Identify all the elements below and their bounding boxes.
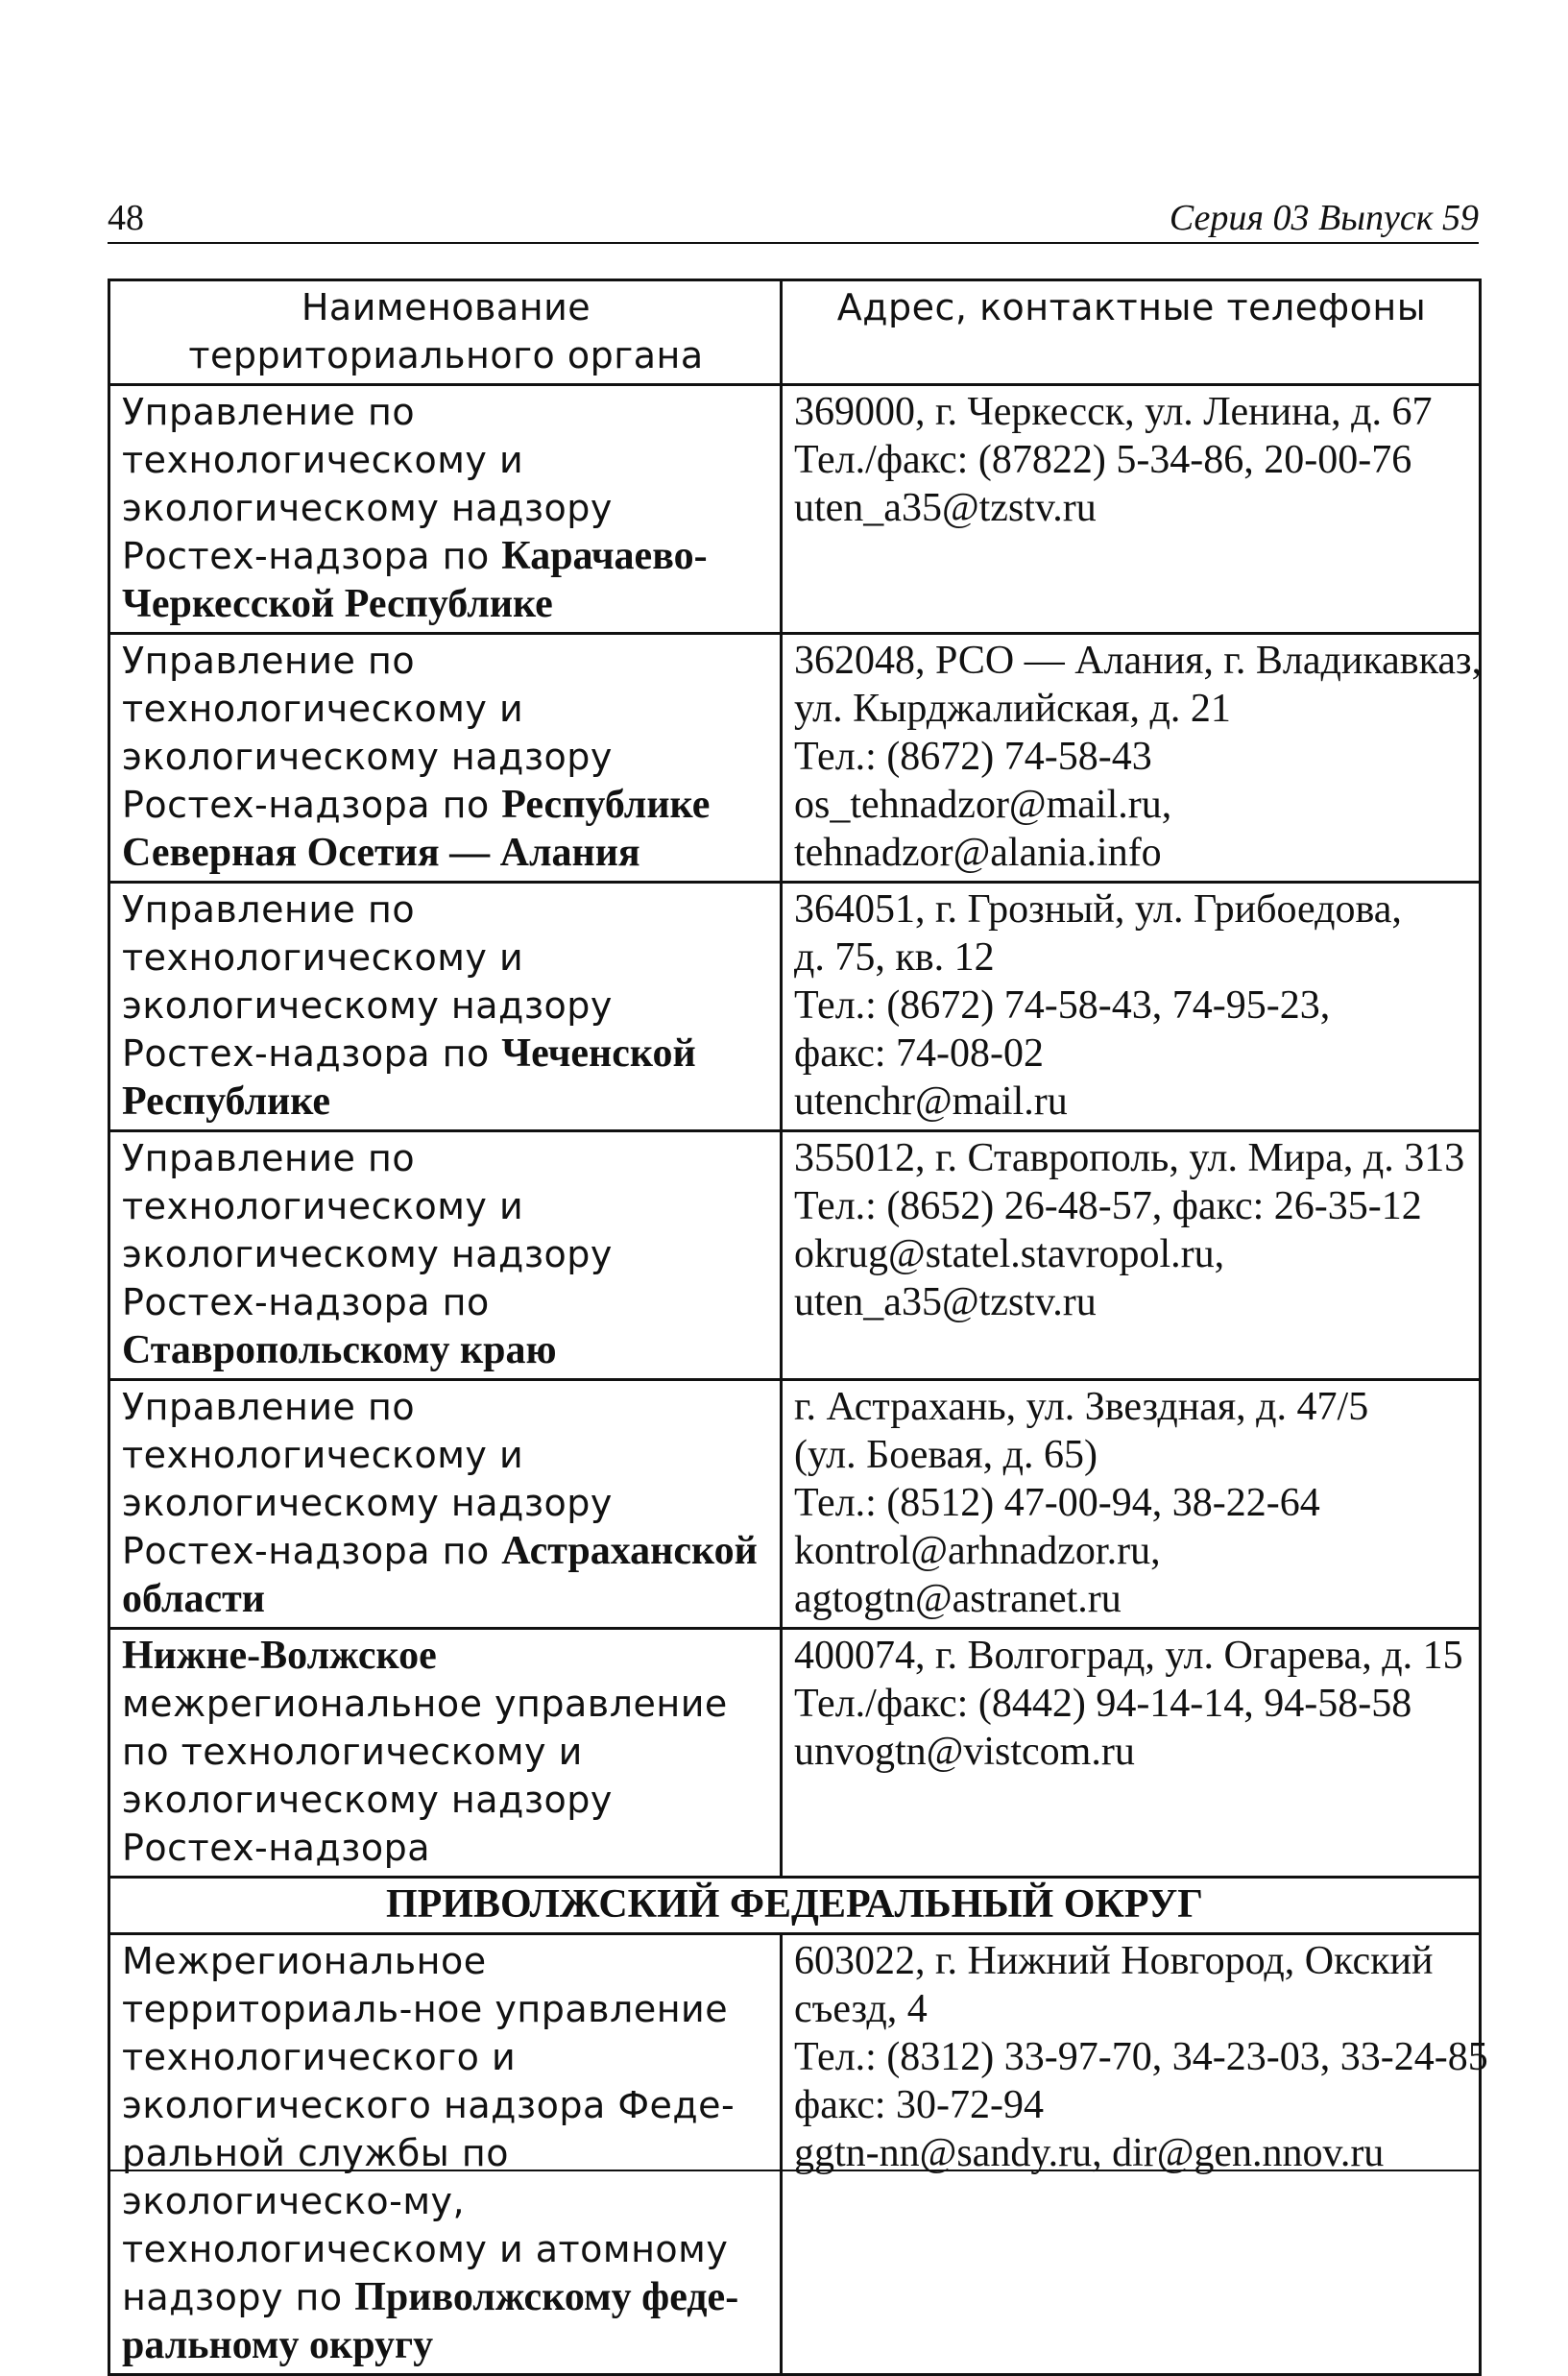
footer-rule	[108, 2170, 1479, 2171]
table-row	[109, 883, 1481, 1131]
organ-name-text: Управление по технологическому и экологическому надзору Ростех-надзора по	[122, 640, 613, 826]
address-line: 364051, г. Грозный, ул. Грибоедова,	[794, 887, 1402, 932]
district-heading-row	[109, 1878, 1481, 1934]
organ-name-text: Управление по технологическому и экологическому надзору Ростех-надзора по	[122, 1137, 613, 1323]
email-line: uten_a35@tzstv.ru	[794, 1280, 1097, 1324]
table-row	[109, 634, 1481, 883]
address-line: 369000, г. Черкесск, ул. Ленина, д. 67	[794, 390, 1433, 434]
phone-line: Тел.: (8672) 74-58-43, 74-95-23,	[794, 983, 1331, 1028]
address-line: д. 75, кв. 12	[794, 935, 995, 980]
organ-name-text: Управление по технологическому и экологическому надзору Ростех-надзора по	[122, 391, 613, 577]
fax-line: факс: 30-72-94	[794, 2083, 1044, 2127]
column-header-address	[782, 280, 1481, 385]
table-row	[109, 1131, 1481, 1380]
address-line: (ул. Боевая, д. 65)	[794, 1433, 1098, 1477]
address-cell	[782, 385, 1481, 634]
phone-line: Тел.: (8672) 74-58-43	[794, 735, 1152, 779]
column-header-name-text: Наименование территориального органа	[188, 286, 704, 376]
organ-region-bold: Карачаево-Черкесской Республике	[122, 534, 708, 626]
organ-name-text: Межрегиональное территориаль-ное управление технологического и экологического надзора Феде-ральной службы по экологическо-му, технологическому и атомному надзору по	[122, 1940, 736, 2318]
organ-name-text: Управление по технологическому и экологическому надзору Ростех-надзора по	[122, 888, 613, 1075]
email-line: okrug@statel.stavropol.ru,	[794, 1232, 1225, 1276]
table-row	[109, 1380, 1481, 1629]
address-line: 362048, РСО — Алания, г. Владикавказ,	[794, 639, 1483, 683]
organ-name-cell	[109, 1380, 782, 1629]
address-cell	[782, 634, 1481, 883]
address-line: 400074, г. Волгоград, ул. Огарева, д. 15	[794, 1634, 1463, 1678]
organ-region-bold: Республике Северная Осетия — Алания	[122, 783, 711, 875]
table-row	[109, 1629, 1481, 1878]
email-line: utenchr@mail.ru	[794, 1079, 1068, 1124]
organ-name-cell	[109, 1131, 782, 1380]
organ-name-text: межрегиональное управление по технологическому и экологическому надзору Ростех-надзора	[122, 1683, 728, 1869]
email-line: uten_a35@tzstv.ru	[794, 486, 1097, 530]
district-heading: ПРИВОЛЖСКИЙ ФЕДЕРАЛЬНЫЙ ОКРУГ	[109, 1878, 1481, 1934]
organ-region-bold: Ставропольскому краю	[122, 1328, 557, 1372]
address-line: съезд, 4	[794, 1987, 928, 2031]
address-line: 603022, г. Нижний Новгород, Окский	[794, 1939, 1434, 1983]
organ-name-cell	[109, 634, 782, 883]
column-header-address-text: Адрес, контактные телефоны	[836, 286, 1427, 328]
organ-name-bold-lead: Нижне-Волжское	[122, 1634, 437, 1678]
page-number: 48	[108, 198, 144, 238]
address-cell	[782, 1934, 1488, 2375]
contacts-table	[108, 279, 1488, 2376]
email-line: unvogtn@vistcom.ru	[794, 1730, 1135, 1774]
organ-name-text: Управление по технологическому и экологическому надзору Ростех-надзора по	[122, 1386, 613, 1572]
header-rule	[108, 242, 1479, 244]
phone-line: Тел.: (8652) 26-48-57, факс: 26-35-12	[794, 1184, 1422, 1228]
address-line: г. Астрахань, ул. Звездная, д. 47/5	[794, 1385, 1369, 1429]
address-cell	[782, 1380, 1481, 1629]
phone-line: Тел./факс: (87822) 5-34-86, 20-00-76	[794, 438, 1412, 482]
organ-name-cell	[109, 1629, 782, 1878]
table-header-row	[109, 280, 1481, 385]
phone-line: Тел./факс: (8442) 94-14-14, 94-58-58	[794, 1682, 1412, 1726]
address-cell	[782, 883, 1481, 1131]
organ-region-bold: Приволжскому феде-ральному округу	[122, 2275, 739, 2367]
phone-line: Тел.: (8512) 47-00-94, 38-22-64	[794, 1481, 1320, 1525]
table-row	[109, 385, 1481, 634]
organ-name-cell	[109, 883, 782, 1131]
series-label: Серия 03 Выпуск 59	[1169, 198, 1479, 238]
column-header-name	[109, 280, 782, 385]
address-cell	[782, 1131, 1481, 1380]
organ-name-cell	[109, 1934, 782, 2375]
email-line: kontrol@arhnadzor.ru,	[794, 1529, 1161, 1573]
organ-name-cell	[109, 385, 782, 634]
email-line: agtogtn@astranet.ru	[794, 1577, 1122, 1621]
address-line: 355012, г. Ставрополь, ул. Мира, д. 313	[794, 1136, 1465, 1180]
table-row	[109, 1934, 1481, 2375]
address-cell	[782, 1629, 1481, 1878]
email-line: ggtn-nn@sandy.ru, dir@gen.nnov.ru	[794, 2131, 1385, 2175]
address-line: ул. Кырджалийская, д. 21	[794, 687, 1231, 731]
email-line: os_tehnadzor@mail.ru,	[794, 783, 1172, 827]
email-line: tehnadzor@alania.info	[794, 831, 1162, 875]
fax-line: факс: 74-08-02	[794, 1031, 1044, 1076]
organ-region-bold: Чеченской Республике	[122, 1031, 696, 1124]
organ-region-bold: Астраханской области	[122, 1529, 758, 1621]
phone-line: Тел.: (8312) 33-97-70, 34-23-03, 33-24-85	[794, 2035, 1488, 2079]
